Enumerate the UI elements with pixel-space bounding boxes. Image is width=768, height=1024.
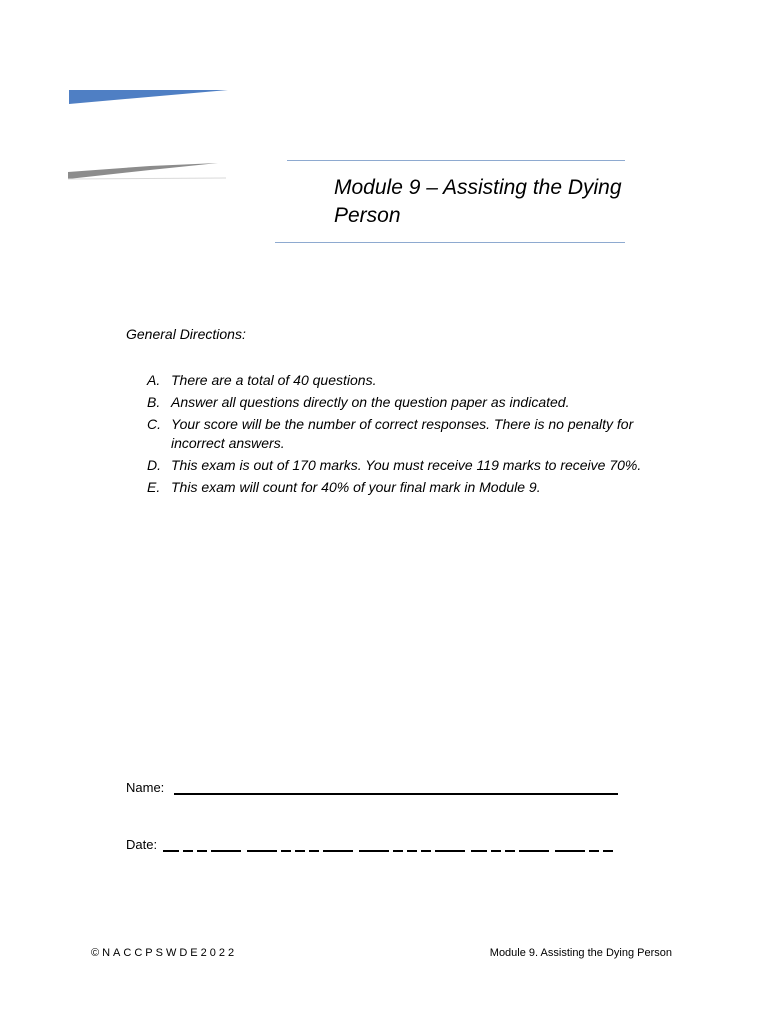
list-item-text: Your score will be the number of correct responses. There is no penalty for incorrect answers. [171, 416, 634, 451]
list-item-marker: E. [147, 479, 161, 495]
footer-copyright: ©NACCPSWDE2022 [91, 947, 238, 959]
list-item-text: This exam is out of 170 marks. You must receive 119 marks to receive 70%. [171, 457, 642, 473]
list-item [126, 415, 646, 453]
list-item [126, 478, 646, 497]
date-label: Date: [126, 837, 158, 852]
list-item-marker: B. [147, 394, 161, 410]
directions-heading: General Directions: [126, 326, 246, 342]
blue-wedge-shape [69, 90, 228, 104]
list-item [126, 456, 646, 475]
gray-swoosh-rule [68, 178, 226, 179]
list-item-text: This exam will count for 40% of your final mark in Module 9. [171, 479, 541, 495]
list-item-text: Answer all questions directly on the question paper as indicated. [171, 394, 570, 410]
page-title: Module 9 – Assisting the Dying Person [334, 176, 622, 227]
list-item [126, 393, 646, 412]
footer-module-title: Module 9. Assisting the Dying Person [489, 947, 672, 959]
title-top-rule [287, 160, 625, 161]
list-item-marker: A. [147, 372, 161, 388]
title-bottom-rule [275, 242, 625, 243]
name-label: Name: [126, 780, 165, 795]
date-field-line[interactable] [163, 850, 613, 852]
header-decoration [0, 0, 768, 200]
directions-list [126, 371, 646, 500]
name-field-line[interactable] [174, 793, 618, 795]
list-item-marker: C. [147, 416, 161, 432]
gray-swoosh-shape [68, 163, 218, 179]
list-item-marker: D. [147, 457, 161, 473]
list-item-text: There are a total of 40 questions. [171, 372, 377, 388]
list-item [126, 371, 646, 390]
